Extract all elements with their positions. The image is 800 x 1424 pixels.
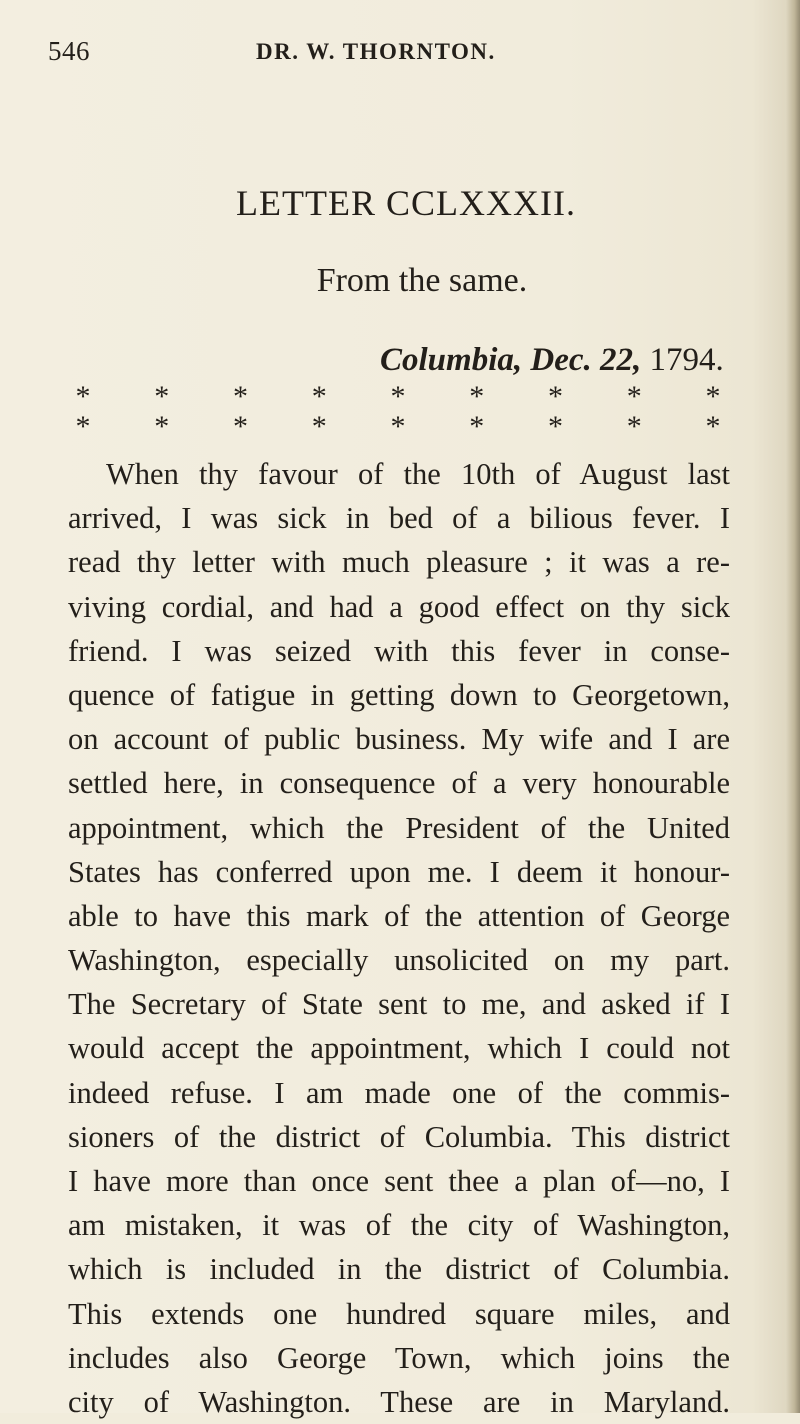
asterisk: * xyxy=(390,380,406,413)
asterisk: * xyxy=(705,380,721,413)
body-line: includes also George Town, which joins the xyxy=(68,1340,730,1375)
body-line: Washington, especially unsolicited on my part. xyxy=(68,943,730,978)
body-line: would accept the appointment, which I could not xyxy=(68,1031,730,1066)
body-line: settled here, in consequence of a very honourable xyxy=(68,766,730,801)
asterisk: * xyxy=(548,380,563,413)
running-title: DR. W. THORNTON. xyxy=(256,39,496,64)
body-line: This extends one hundred square miles, and xyxy=(68,1296,730,1331)
body-line: friend. I was seized with this fever in conse- xyxy=(68,633,730,668)
asterisk: * xyxy=(626,410,642,443)
asterisk: * xyxy=(233,380,248,413)
asterisk: * xyxy=(626,380,642,413)
body-line: I have more than once sent thee a plan of—no, I xyxy=(68,1164,730,1198)
asterisk: * xyxy=(75,410,91,443)
running-head xyxy=(48,36,748,76)
asterisk: * xyxy=(548,410,563,443)
letter-body xyxy=(68,452,730,1424)
asterisk: * xyxy=(75,380,91,413)
letter-dateline xyxy=(380,342,724,379)
dateline-year: 1794. xyxy=(649,342,724,378)
body-line: The Secretary of State sent to me, and asked if I xyxy=(68,987,730,1022)
asterisk: * xyxy=(233,410,248,443)
asterisk: * xyxy=(469,410,485,443)
dateline-place-date: Columbia, Dec. 22, xyxy=(380,342,642,378)
asterisk: * xyxy=(705,410,721,443)
asterisk: * xyxy=(469,380,485,413)
asterisk: * xyxy=(154,380,170,413)
body-line: am mistaken, it was of the city of Washington, xyxy=(68,1208,730,1243)
body-line: viving cordial, and had a good effect on thy sick xyxy=(68,589,730,624)
asterisk-row-2 xyxy=(68,412,728,442)
body-line: quence of fatigue in getting down to Georgetown, xyxy=(68,677,730,712)
body-line: which is included in the district of Columbia. xyxy=(68,1252,730,1287)
asterisk: * xyxy=(390,410,406,443)
body-line: city of Washington. These are in Maryland. xyxy=(68,1384,730,1419)
asterisk: * xyxy=(311,380,327,413)
body-line: read thy letter with much pleasure ; it was a re- xyxy=(68,545,730,580)
body-line: When thy favour of the 10th of August last xyxy=(106,457,730,491)
body-line: sioners of the district of Columbia. This district xyxy=(68,1119,730,1154)
body-line: arrived, I was sick in bed of a bilious fever. I xyxy=(68,501,730,536)
page-number: 546 xyxy=(48,36,90,66)
letter-heading: LETTER CCLXXXII. xyxy=(236,183,576,223)
asterisk: * xyxy=(154,410,170,443)
asterisk-row-1 xyxy=(68,382,728,412)
body-line: appointment, which the President of the United xyxy=(68,810,730,845)
letter-from-line: From the same. xyxy=(316,262,528,299)
body-line: able to have this mark of the attention of George xyxy=(68,898,730,933)
body-line: States has conferred upon me. I deem it honour- xyxy=(68,854,730,889)
asterisk: * xyxy=(311,410,327,443)
body-line: indeed refuse. I am made one of the commis- xyxy=(68,1075,730,1110)
body-line: on account of public business. My wife and I are xyxy=(68,722,730,757)
